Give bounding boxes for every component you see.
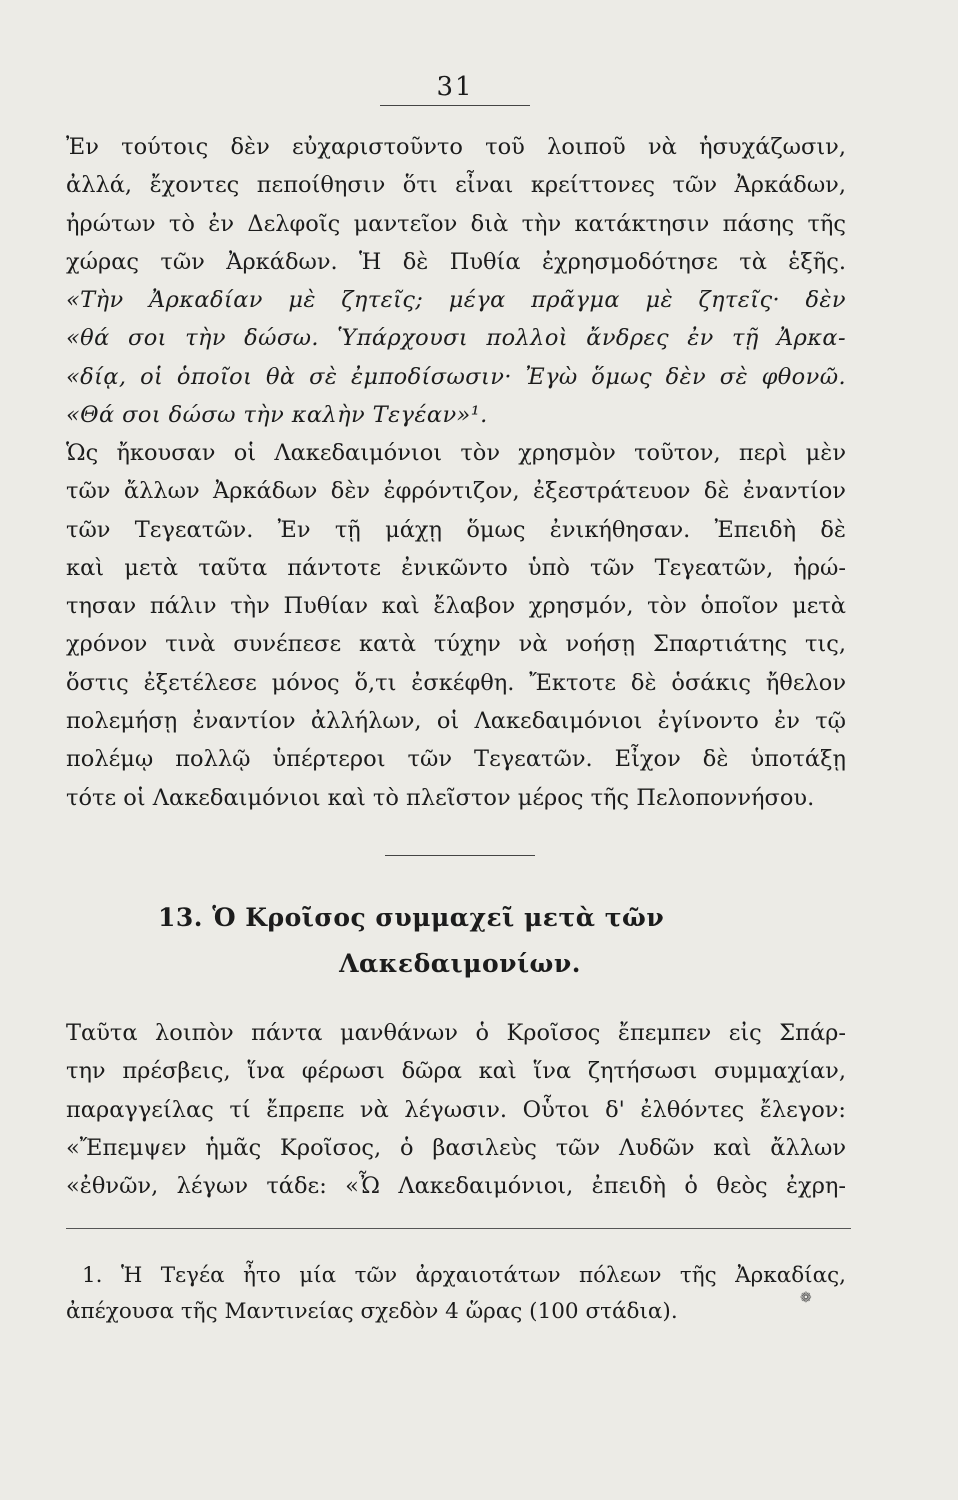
text-line: ἠρώτων τὸ ἐν Δελφοῖς μαντεῖον διὰ τὴν κατάκτησιν πάσης τῆς	[66, 210, 846, 237]
page-number: 31	[436, 72, 474, 102]
section-heading-line-2: Λακεδαιμονίων.	[339, 949, 581, 978]
text-line: παραγγείλας τί ἔπρεπε νὰ λέγωσιν. Οὗτοι δ' ἐλθόντες ἔλεγον:	[66, 1096, 846, 1123]
page-number-rule	[380, 105, 530, 106]
paragraph-1	[66, 128, 846, 281]
text-line: χρόνον τινὰ συνέπεσε κατὰ τύχην νὰ νοήσῃ Σπαρτιάτης τις,	[66, 631, 846, 658]
footnote-divider	[66, 1228, 851, 1229]
text-line: καὶ μετὰ ταῦτα πάντοτε ἐνικῶντο ὑπὸ τῶν Τεγεατῶν, ἠρώ-	[66, 554, 846, 581]
text-line: τησαν πάλιν τὴν Πυθίαν καὶ ἔλαβον χρησμόν, τὸν ὁποῖον μετὰ	[66, 593, 846, 620]
text-line: τότε οἱ Λακεδαιμόνιοι καὶ τὸ πλεῖστον μέρος τῆς Πελοποννήσου.	[66, 784, 815, 811]
text-line: «Ἔπεμψεν ἡμᾶς Κροῖσος, ὁ βασιλεὺς τῶν Λυδῶν καὶ ἄλλων	[66, 1134, 846, 1161]
paragraph-2	[66, 434, 846, 817]
text-line: πολεμήσῃ ἐναντίον ἀλλήλων, οἱ Λακεδαιμόνιοι ἐγίνοντο ἐν τῷ	[66, 708, 846, 735]
oracle-quote	[66, 281, 846, 434]
text-line: Ἐν τούτοις δὲν εὐχαριστοῦντο τοῦ λοιποῦ νὰ ἡσυχάζωσιν,	[66, 134, 846, 160]
footnote-line: ἀπέχουσα τῆς Μαντινείας σχεδὸν 4 ὥρας (100 στάδια).	[66, 1299, 678, 1324]
section-divider	[385, 855, 535, 856]
text-line: «ἐθνῶν, λέγων τάδε: «Ὦ Λακεδαιμόνιοι, ἐπειδὴ ὁ θεὸς ἐχρη-	[66, 1173, 846, 1200]
text-line: τῶν Τεγεατῶν. Ἐν τῇ μάχῃ ὅμως ἐνικήθησαν. Ἐπειδὴ δὲ	[66, 516, 846, 543]
footnote-line: 1. Ἡ Τεγέα ἦτο μία τῶν ἀρχαιοτάτων πόλεων τῆς Ἀρκαδίας,	[82, 1263, 846, 1288]
oracle-line: «θά σοι τὴν δώσω. Ὑπάρχουσι πολλοὶ ἄνδρες ἐν τῇ Ἀρκα-	[66, 325, 846, 352]
text-line: χώρας τῶν Ἀρκάδων. Ἡ δὲ Πυθία ἐχρησμοδότησε τὰ ἑξῆς.	[66, 248, 846, 275]
text-line: τῶν ἄλλων Ἀρκάδων δὲν ἐφρόντιζον, ἐξεστράτευον δὲ ἐναντίον	[66, 478, 846, 505]
oracle-line: «Τὴν Ἀρκαδίαν μὲ ζητεῖς; μέγα πρᾶγμα μὲ ζητεῖς· δὲν	[66, 287, 846, 313]
text-line: Ὡς ἤκουσαν οἱ Λακεδαιμόνιοι τὸν χρησμὸν τοῦτον, περὶ μὲν	[66, 440, 846, 466]
footnote	[66, 1258, 846, 1330]
oracle-line: «δίᾳ, οἱ ὁποῖοι θὰ σὲ ἐμποδίσωσιν· Ἐγὼ ὅμως δὲν σὲ φθονῶ.	[66, 363, 846, 390]
print-mark-icon: ❁	[800, 1290, 812, 1306]
text-line: ἀλλά, ἔχοντες πεποίθησιν ὅτι εἶναι κρείττονες τῶν Ἀρκάδων,	[66, 172, 846, 199]
section-heading-line-1: 13. Ὁ Κροῖσος συμμαχεῖ μετὰ τῶν	[158, 903, 665, 932]
oracle-line: «Θά σοι δώσω τὴν καλὴν Τεγέαν»¹.	[66, 401, 488, 428]
text-line: ὅστις ἐξετέλεσε μόνος ὅ,τι ἐσκέφθη. Ἔκτοτε δὲ ὁσάκις ἤθελον	[66, 669, 846, 696]
text-line: πολέμῳ πολλῷ ὑπέρτεροι τῶν Τεγεατῶν. Εἶχον δὲ ὑποτάξῃ	[66, 746, 846, 773]
paragraph-3	[66, 1014, 846, 1205]
text-line: Ταῦτα λοιπὸν πάντα μανθάνων ὁ Κροῖσος ἔπεμπεν εἰς Σπάρ-	[66, 1020, 846, 1046]
section-heading	[120, 895, 820, 987]
text-line: την πρέσβεις, ἵνα φέρωσι δῶρα καὶ ἵνα ζητήσωσι συμμαχίαν,	[66, 1058, 846, 1085]
